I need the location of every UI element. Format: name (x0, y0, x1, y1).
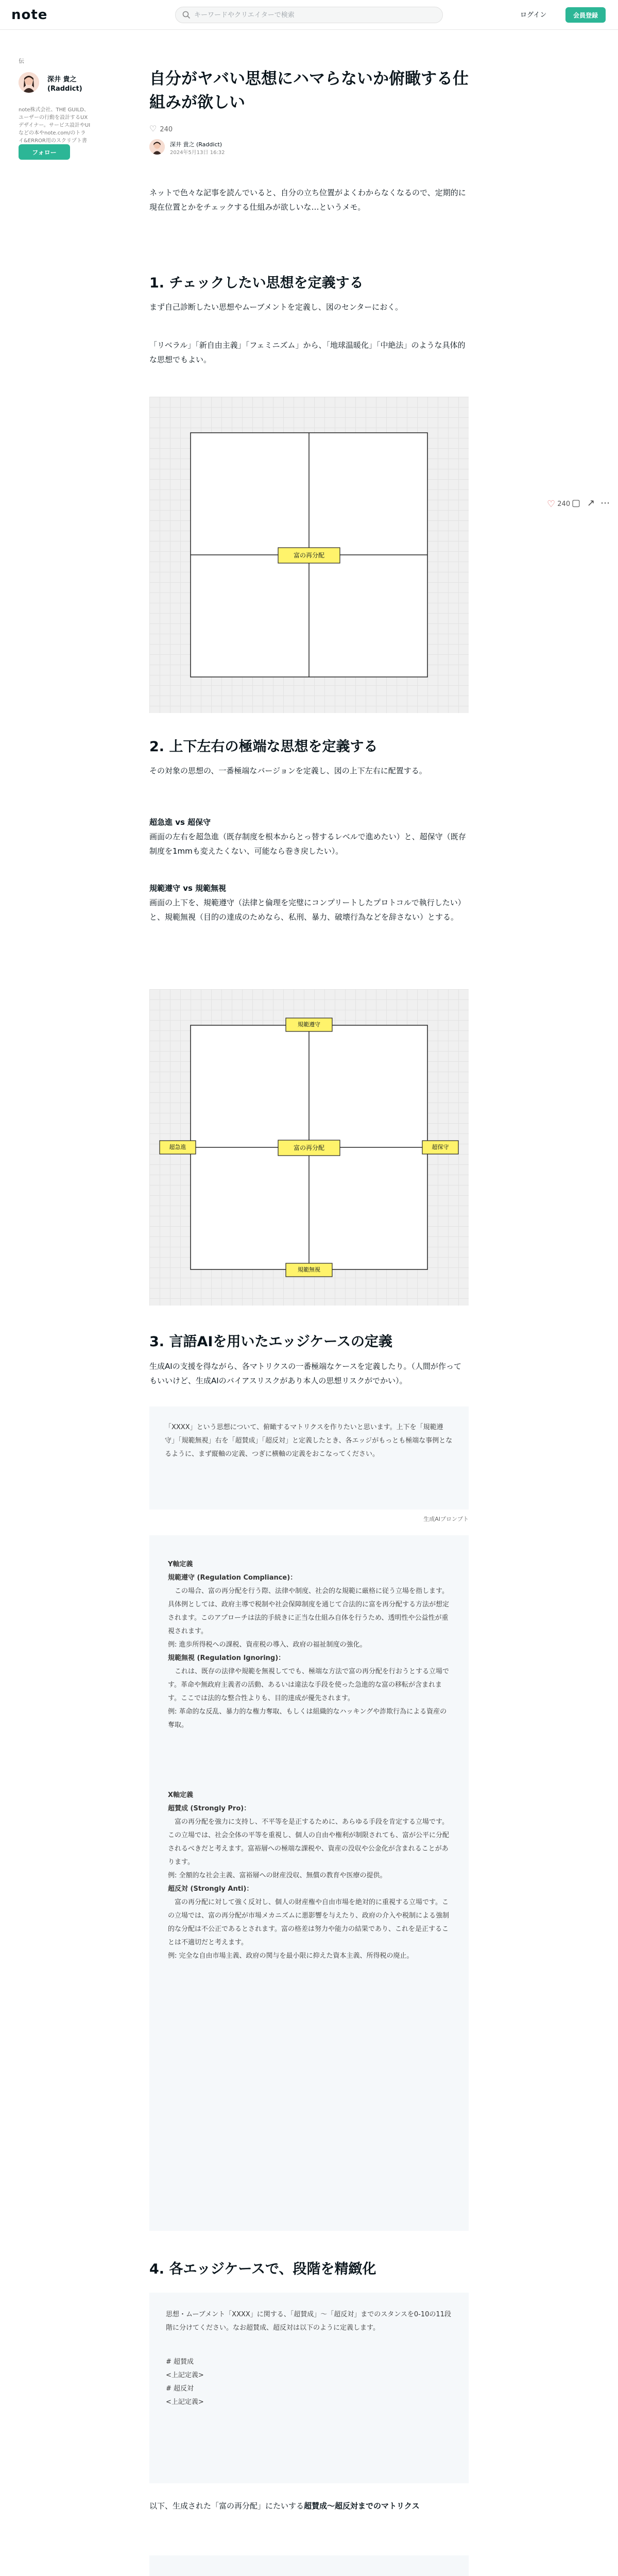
section-4-paragraph-1 (149, 2499, 469, 2513)
prompt-quote-1 (149, 1406, 469, 1510)
prompt-quote-2-line-4: <上記定義> (166, 2398, 204, 2406)
heart-icon: ♡ (547, 499, 556, 510)
login-link[interactable]: ログイン (520, 11, 547, 19)
y-axis-title: Y軸定義 (168, 1561, 193, 1568)
floating-like[interactable] (547, 499, 570, 510)
prompt-caption: 生成AIプロンプト (423, 1516, 469, 1522)
y-axis-b-text: これは、既存の法律や規範を無視してでも、極端な方法で富の再分配を行おうとする立場です。革命や無政府主義者の活動、あるいは違法な手段を使った急進的な富の移転が含まれます。ここでは法的な整合性よりも、目的達成が優先されます。 (168, 1668, 450, 1702)
section-2-subheading-2: 規範遵守 vs 規範無視 (149, 884, 227, 893)
x-axis-b-title: 超反対 (Strongly Anti)： (168, 1885, 253, 1893)
x-axis-a-text: 富の再分配を強力に支持し、不平等を是正するために、あらゆる手段を肯定する立場です。この立場では、社会全体の平等を重視し、個人の自由や権利が制限されても、富が公平に分配されるべきだと考えます。富裕層への極端な課税や、資産の没収や公金化が含まれることがあります。 (168, 1818, 450, 1866)
author-bio: note株式会社、THE GUILD、ユーザーの行動を設計するUXデザイナー。サービス設計やUIなどの本やnote.com/のトライ&ERROR用のスクリプト書 (19, 107, 91, 144)
like-button[interactable] (149, 124, 173, 133)
prompt-quote-2-line-3: # 超反対 (166, 2385, 194, 2393)
prompt-quote-2-text: 思想・ムーブメント「XXXX」に関する、「超賛成」～「超反対」までのスタンスを0-10の11段階に分けてください。なお超賛成、超反対は以下のように定義します。 (166, 2311, 451, 2332)
author-name[interactable]: 深井 貴之 (Raddict) (47, 76, 82, 93)
search-input[interactable] (194, 10, 436, 20)
section-2-subheading-1: 超急進 vs 超保守 (149, 818, 211, 827)
x-axis-b-example: 例: 完全な自由市場主義、政府の関与を最小限に抑えた資本主義、所得税の廃止。 (168, 1952, 414, 1960)
section-4-paragraph-1-b: 超賛成～超反対までのマトリクス (304, 2501, 420, 2511)
search-box[interactable] (175, 7, 443, 23)
prompt-quote-1-text: 「XXXX」という思想について、俯瞰するマトリクスを作りたいと思います。上下を「規範遵守」「規範無視」右を「超賛成」「超反対」と定義したとき、各エッジがもっとも極端な事例となるように、まず縦軸の定義、つぎに横軸の定義をおこなってください。 (165, 1423, 453, 1458)
section-4-heading: 4. 各エッジケースで、段階を精緻化 (149, 2261, 376, 2277)
avatar[interactable] (19, 72, 39, 93)
avatar-illustration-icon (19, 72, 39, 93)
figure-2-right-label: 超保守 (432, 1144, 449, 1150)
figure-2-matrix (149, 989, 469, 1306)
follow-button[interactable] (19, 144, 70, 160)
section-3-paragraph-1: 生成AIの支援を得ながら、各マトリクスの一番極端なケースを定義したり。（人間が作ってもいいけど、生成AIのバイアスリスクがあり本人の思想リスクがでかい）。 (149, 1362, 461, 1385)
meta-author[interactable]: 深井 貴之 (Raddict) (170, 141, 222, 148)
figure-2-bottom-label: 規範無視 (298, 1266, 320, 1273)
y-axis-b-example: 例: 革命的な反乱、暴力的な権力奪取、もしくは組織的なハッキングや詐欺行為による資産の奪取。 (168, 1708, 447, 1729)
intro-paragraph: ネットで色々な記事を読んでいると、自分の立ち位置がよくわからなくなるので、定期的に現在位置とかをチェックする仕組みが欲しいな…というメモ。 (149, 188, 466, 212)
signup-button[interactable]: 会員登録 (565, 7, 606, 23)
article-title: 自分がヤバい思想にハマらないか俯瞰する仕組みが欲しい (149, 70, 469, 112)
note-logo[interactable]: note (11, 7, 48, 23)
section-3-heading: 3. 言語AIを用いたエッジケースの定義 (149, 1334, 392, 1350)
levels-block (149, 2555, 469, 2576)
like-count: 240 (160, 126, 173, 133)
section-2-paragraph-1: その対象の思想の、一番極端なバージョンを定義し、図の上下左右に配置する。 (149, 766, 427, 775)
meta-date: 2024年5月13日 16:32 (170, 150, 225, 156)
section-1-heading: 1. チェックしたい思想を定義する (149, 275, 364, 291)
x-axis-title: X軸定義 (168, 1791, 194, 1799)
heart-icon: ♡ (149, 124, 157, 133)
section-2-heading: 2. 上下左右の極端な思想を定義する (149, 739, 378, 755)
axis-definition-block (149, 1535, 469, 2231)
floating-like-count: 240 (557, 500, 571, 508)
x-axis-b-text: 富の再分配に対して強く反対し、個人の財産権や自由市場を絶対的に重視する立場です。この立場では、富の再分配が市場メカニズムに悪影響を与えたり、政府の介入や税制による強制的な分配は不公正であるとされます。富の格差は努力や能力の結果であり、これを是正することは不適切だと考えます。 (168, 1899, 450, 1946)
prompt-quote-2 (149, 2293, 469, 2483)
figure-1-matrix (149, 397, 469, 713)
prompt-quote-2-line-1: # 超賛成 (166, 2358, 194, 2366)
share-icon[interactable]: ↗ (587, 498, 595, 509)
more-icon[interactable]: ⋯ (600, 498, 610, 509)
y-axis-a-example: 例: 進歩所得税への課税、資産税の導入、政府の福祉制度の強化。 (168, 1641, 367, 1649)
site-header (0, 0, 618, 30)
section-2-paragraph-2: 画面の左右を超急進（既存制度を根本からとっ替するレベルで進めたい）と、超保守（既存制度を1mmも変えたくない、可能なら巻き戻したい）。 (149, 832, 466, 856)
follow-label: フォロー (32, 148, 57, 156)
x-axis-a-title: 超賛成 (Strongly Pro)： (168, 1805, 251, 1812)
section-1-paragraph-1: まず自己診断したい思想やムーブメントを定義し、図のセンターにおく。 (149, 302, 403, 312)
x-axis-a-example: 例: 全額的な社会主義、富裕層への財産没収、無償の教育や医療の提供。 (168, 1872, 387, 1879)
figure-2-center-label: 富の再分配 (293, 1144, 324, 1151)
avatar[interactable] (149, 139, 165, 155)
comment-icon[interactable]: ▢ (572, 498, 581, 509)
avatar-illustration-icon (149, 139, 165, 155)
y-axis-b-title: 規範無視 (Regulation Ignoring)： (168, 1654, 285, 1662)
section-1-paragraph-2: 「リベラル」「新自由主義」「フェミニズム」から、「地球温暖化」「中絶法」のような具体的な思想でもよい。 (149, 341, 466, 364)
y-axis-a-title: 規範遵守 (Regulation Compliance)： (168, 1574, 297, 1582)
section-4-paragraph-1-a: 以下、生成された「富の再分配」にたいする (149, 2501, 304, 2511)
y-axis-a-text: この場合、富の再分配を行う際、法律や制度、社会的な規範に厳格に従う立場を指します。具体例としては、政府主導で税制や社会保障制度を通じて合法的に富を再分配する方法が想定されます。このアプローチは法的手続きに正当な仕組み自体を行うため、透明性や公益性が重視されます。 (168, 1587, 450, 1635)
search-icon (182, 10, 191, 20)
sidebar-prefix: 伝 (19, 58, 24, 64)
article (149, 67, 469, 2511)
figure-1-center-label: 富の再分配 (293, 552, 324, 559)
figure-2-top-label: 規範遵守 (298, 1021, 320, 1028)
section-2-paragraph-3: 画面の上下を、規範遵守（法律と倫理を完璧にコンプリートしたプロトコルで執行したい）と、規範無視（目的の達成のためなら、私刑、暴力、破壊行為などを辞さない）とする。 (149, 898, 466, 922)
prompt-quote-2-line-2: <上記定義> (166, 2371, 204, 2379)
author-sidebar (19, 57, 91, 156)
figure-2-left-label: 超急進 (169, 1144, 186, 1150)
